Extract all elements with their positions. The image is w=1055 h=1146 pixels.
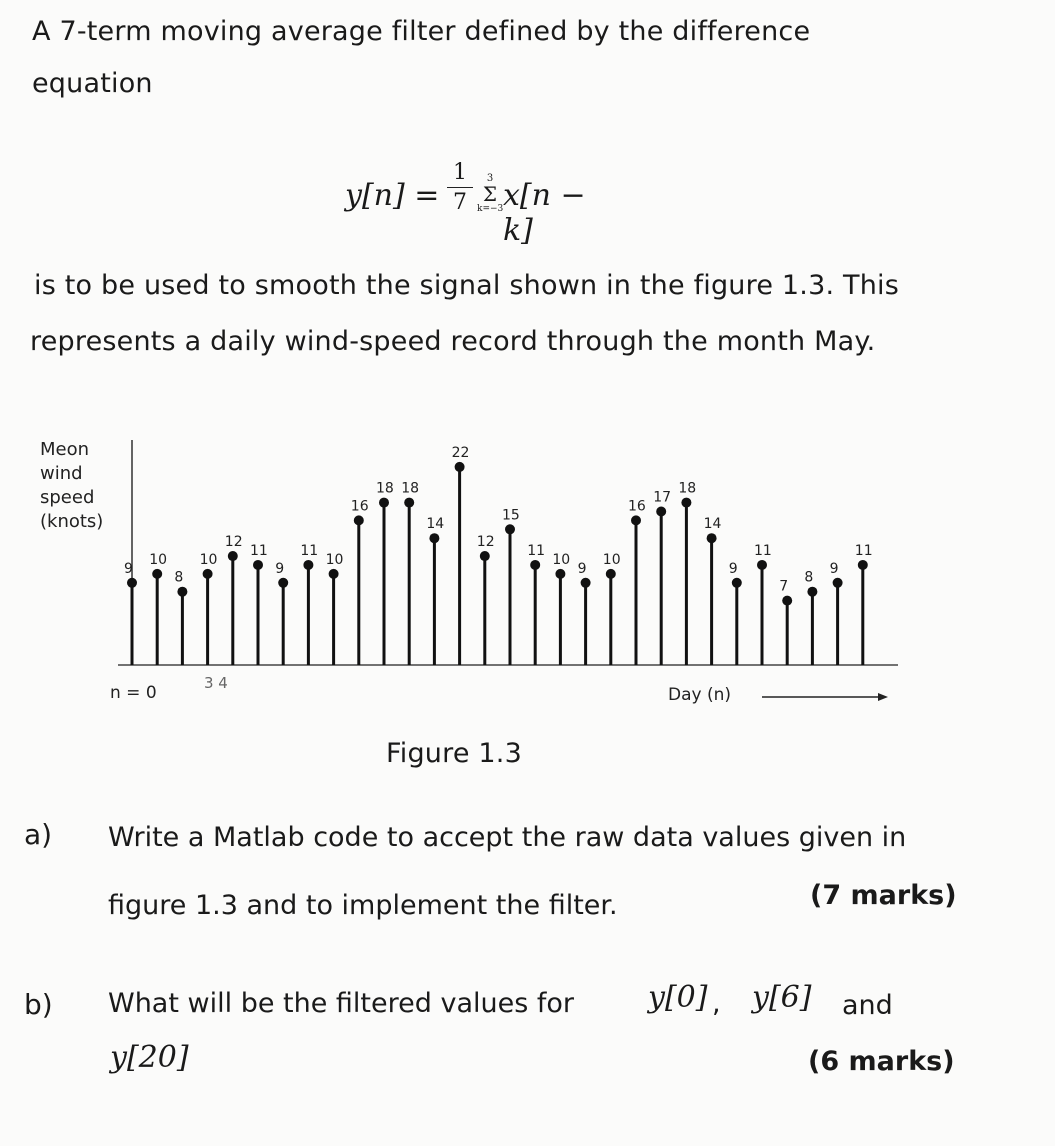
stem-marker [278,578,288,588]
stem-value-label: 11 [854,542,873,559]
stem-value-label: 9 [577,560,587,577]
stem-marker [253,560,263,570]
y-axis-label-line: (knots) [40,511,104,532]
sum-lower-limit: k=−3 [477,204,504,214]
stem-value-label: 12 [476,534,495,551]
stem-marker [707,533,717,543]
stem-value-label: 11 [300,542,319,559]
stem-value-label: 18 [401,480,420,497]
question-b-marks: (6 marks) [808,1046,955,1077]
stem-marker [631,515,641,525]
fraction-numerator: 1 [453,160,467,185]
body-line-1: is to be used to smooth the signal shown in the figure 1.3. This [34,270,900,301]
question-b-y20: y[20] [110,1040,189,1075]
extra-tick-label: 3 4 [204,674,228,692]
stem-marker [782,596,792,606]
question-b-y6: y[6] [752,980,812,1015]
y-axis-label-line: speed [40,487,95,508]
stem-marker [656,506,666,516]
body-line-2: represents a daily wind-speed record through the month May. [30,326,876,357]
stem-marker [354,515,364,525]
stem-marker [177,587,187,597]
question-b-and: and [842,990,893,1021]
stem-marker [329,569,339,579]
stem-value-label: 14 [703,516,722,533]
x-axis-arrow-head [878,693,888,701]
stem-marker [833,578,843,588]
stem-marker [807,587,817,597]
stem-value-label: 11 [754,542,772,559]
figure-caption: Figure 1.3 [386,738,522,769]
fraction-bar [447,187,473,188]
stem-series [124,445,873,665]
stem-marker [455,462,465,472]
question-b-y0: y[0] [648,980,708,1015]
question-b-line-1: What will be the filtered values for [108,988,574,1019]
question-a-line-1: Write a Matlab code to accept the raw data values given in [108,822,907,853]
equation-lhs: y[n] = [345,178,440,213]
stem-value-label: 17 [653,489,672,506]
stem-marker [379,498,389,508]
stem-value-label: 11 [250,542,268,559]
stem-marker [732,578,742,588]
intro-line-2: equation [32,68,153,99]
stem-marker [152,569,162,579]
stem-value-label: 18 [376,480,394,497]
sum-upper-limit: 3 [486,173,494,184]
y-axis-label-line: wind [40,463,83,484]
question-b-label: b) [24,988,53,1021]
stem-value-label: 18 [678,480,697,497]
stem-value-label: 11 [527,542,546,559]
stem-marker [429,533,439,543]
stem-value-label: 22 [451,444,470,461]
stem-value-label: 10 [325,551,344,568]
stem-value-label: 9 [275,560,285,577]
stem-value-label: 8 [174,569,184,586]
stem-marker [555,569,565,579]
stem-marker [858,560,868,570]
stem-marker [581,578,591,588]
stem-marker [303,560,313,570]
stem-value-label: 16 [350,498,369,515]
equation-rhs: x[n − k] [503,178,586,248]
stem-value-label: 16 [628,498,646,515]
y-axis-label-line: Meon [40,439,90,460]
stem-value-label: 14 [426,516,445,533]
fraction-denominator: 7 [453,190,467,215]
stem-marker [681,498,691,508]
intro-line-1: A 7-term moving average filter defined by the difference [32,16,811,47]
equation-fraction [447,160,473,215]
stem-value-label: 10 [552,551,571,568]
stem-marker [505,524,515,534]
stem-value-label: 10 [149,551,168,568]
stem-value-label: 15 [502,507,520,524]
question-b-comma: , [712,988,721,1019]
x-axis-label: Day (n) [668,685,732,705]
stem-marker [203,569,213,579]
stem-marker [480,551,490,561]
stem-value-label: 9 [728,560,738,577]
question-a-label: a) [24,818,53,851]
stem-marker [228,551,238,561]
stem-marker [404,498,414,508]
stem-value-label: 7 [779,578,789,595]
stem-marker [757,560,767,570]
stem-marker [606,569,616,579]
question-a-line-2: figure 1.3 and to implement the filter. [108,890,618,921]
question-a-marks: (7 marks) [810,880,957,911]
stem-value-label: 10 [602,551,621,568]
sigma-symbol: Σ [482,182,498,206]
stem-value-label: 8 [804,569,814,586]
stem-value-label: 10 [199,551,218,568]
summation [477,174,503,214]
difference-equation [345,160,605,248]
stem-marker [530,560,540,570]
wind-speed-stem-chart [0,420,1055,720]
stem-marker [127,578,137,588]
stem-value-label: 12 [224,534,243,551]
origin-label: n = 0 [110,683,157,703]
stem-value-label: 9 [829,560,839,577]
stem-value-label: 9 [124,560,133,577]
